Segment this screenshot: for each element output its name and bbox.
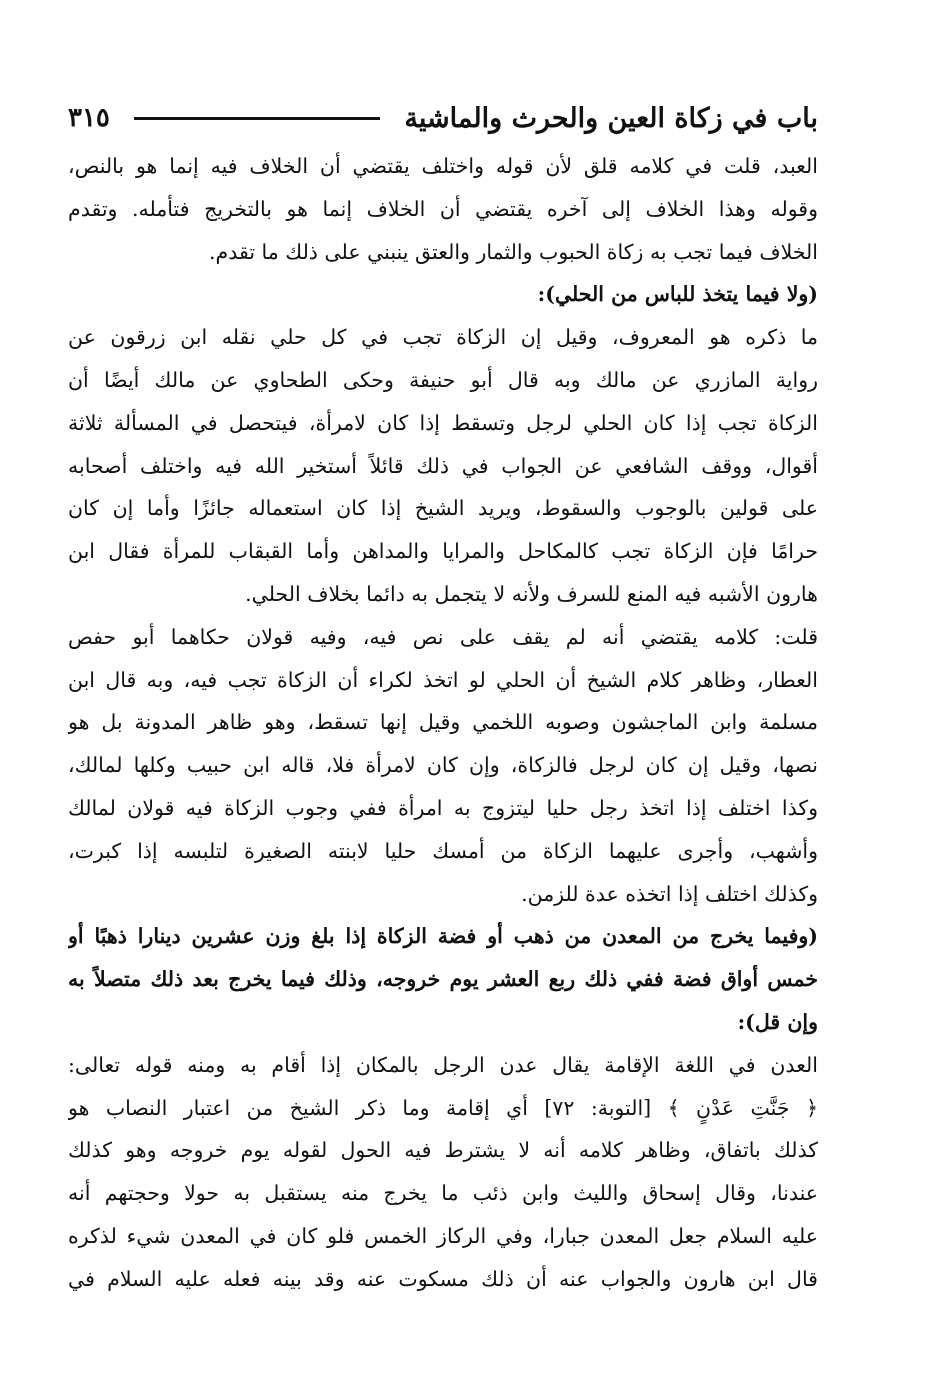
page-header bbox=[68, 96, 818, 140]
text-line: ما ذكره هو المعروف، وقيل إن الزكاة تجب في كل حلي نقله ابن زرقون عن bbox=[68, 325, 818, 350]
text-line: نصها، وقيل إن كان لرجل فالزكاة، وإن كان لامرأة فلا، قاله ابن حبيب وكلها لمالك، bbox=[68, 753, 818, 778]
text-line: وقوله وهذا الخلاف إلى آخره يقتضي أن الخلاف إنما هو بالتخريج فتأمله. وتقدم bbox=[68, 196, 818, 221]
page-body bbox=[68, 145, 818, 1301]
heading-line: خمس أواق فضة ففي ذلك ربع العشر يوم خروجه، وذلك فيما يخرج بعد ذلك متصلاً به bbox=[68, 967, 818, 992]
text-line: وأشهب، وأجرى عليهما الزكاة من أمسك حليا لابنته الصغيرة لتلبسه إذا كبرت، bbox=[68, 838, 818, 863]
text-line: قال ابن هارون والجواب عنه أن ذلك مسكوت عنه وقد بينه فعله عليه السلام في bbox=[68, 1266, 818, 1291]
text-line: العبد، قلت في كلامه قلق لأن قوله واختلف يقتضي أن الخلاف فيه إنما هو بالنص، bbox=[68, 154, 818, 178]
heading-line: وإن قل): bbox=[737, 1009, 818, 1034]
text-line: الخلاف فيما تجب به زكاة الحبوب والثمار والعتق ينبني على ذلك ما تقدم. bbox=[208, 239, 818, 264]
text-line: هارون الأشبه فيه المنع للسرف ولأنه لا يتجمل به دائما بخلاف الحلي. bbox=[245, 581, 818, 606]
text-line: رواية المازري عن مالك وبه قال أبو حنيفة وحكى الطحاوي عن مالك أيضًا أن bbox=[68, 367, 818, 392]
text-line: على قولين بالوجوب والسقوط، ويريد الشيخ إذا كان استعماله جائزًا وأما إن كان bbox=[68, 496, 818, 521]
text-line: الزكاة تجب إذا كان الحلي لرجل وتسقط إذا كان لامرأة، فيتحصل في المسألة ثلاثة bbox=[68, 410, 818, 435]
text-line: وكذا اختلف إذا اتخذ رجل حليا ليتزوج به امرأة ففي وجوب الزكاة فيه قولان لمالك bbox=[68, 795, 818, 820]
text-line: ﴿ جَنَّتِ عَدْنٍ ﴾ [التوبة: ٧٢] أي إقامة وما ذكر الشيخ من اعتبار النصاب هو bbox=[68, 1095, 818, 1120]
text-line: مسلمة وابن الماجشون وصوبه اللخمي وقيل إنها تسقط، وهو ظاهر المدونة بل هو bbox=[68, 710, 818, 735]
text-line: عليه السلام جعل المعدن جبارا، وفي الركاز الخمس فلو كان في المعدن شيء لذكره bbox=[68, 1223, 818, 1248]
heading-line: (وفيما يخرج من المعدن من ذهب أو فضة الزكاة إذا بلغ وزن عشرين دينارا ذهبًا أو bbox=[68, 924, 818, 949]
heading-line: (ولا فيما يتخذ للباس من الحلي): bbox=[537, 282, 818, 307]
text-line: العدن في اللغة الإقامة يقال عدن الرجل بالمكان إذا أقام به ومنه قوله تعالى: bbox=[68, 1052, 818, 1077]
text-line: حرامًا فإن الزكاة تجب كالمكاحل والمرايا والمداهن وأما القبقاب للمرأة فقال ابن bbox=[68, 539, 818, 564]
text-line: أقوال، ووقف الشافعي عن الجواب في ذلك قائلاً أستخير الله فيه واختلف أصحابه bbox=[68, 453, 818, 478]
header-rule bbox=[134, 117, 380, 120]
text-line: كذلك باتفاق، وظاهر كلامه أنه لا يشترط فيه الحول لقوله يوم خروجه وهو كذلك bbox=[68, 1138, 818, 1163]
running-title: باب في زكاة العين والحرث والماشية bbox=[404, 102, 818, 134]
text-line: عندنا، وقال إسحاق والليث وابن ذئب ما يخرج منه يستقبل به حولا وحجتهم أنه bbox=[68, 1181, 818, 1206]
text-line: العطار، وظاهر كلام الشيخ أن الحلي لو اتخذ لكراء أن الزكاة تجب فيه، وبه قال ابن bbox=[68, 667, 818, 692]
page-number: ٣١٥ bbox=[68, 103, 110, 133]
text-line: وكذلك اختلف إذا اتخذه عدة للزمن. bbox=[521, 881, 818, 906]
text-line: قلت: كلامه يقتضي أنه لم يقف على نص فيه، وفيه قولان حكاهما أبو حفص bbox=[68, 624, 818, 649]
